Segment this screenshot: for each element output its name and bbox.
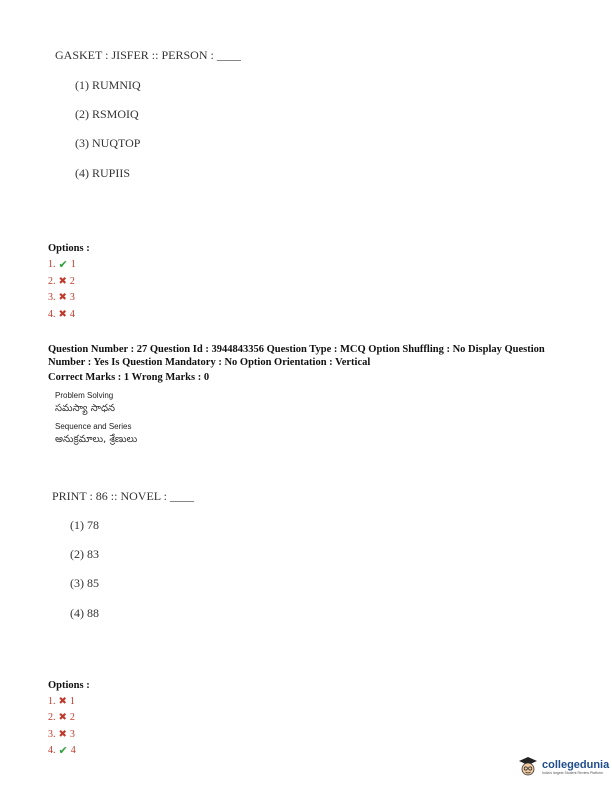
cross-icon: ✖ [58,291,67,303]
topic-label-telugu: అనుక్రమాలు, శ్రేణులు [55,434,138,445]
option-value: 2 [69,276,75,287]
cross-icon: ✖ [58,308,67,320]
question-2-choice-3: (3) 85 [70,576,99,590]
question-2-choice-2: (2) 83 [70,547,99,561]
option-value: 3 [69,729,75,740]
question-1-option-3 [48,292,75,303]
subject-label-telugu: సమస్యా సాధన [55,403,116,414]
graduate-avatar-icon [518,756,538,778]
option-value: 4 [69,309,75,320]
question-1-options-label: Options : [48,243,90,254]
option-number: 4. [48,745,56,756]
option-number: 2. [48,276,56,287]
question-2-choice-1: (1) 78 [70,518,99,532]
cross-icon: ✖ [58,695,67,707]
cross-icon: ✖ [58,711,67,723]
question-2-marks: Correct Marks : 1 Wrong Marks : 0 [48,372,210,383]
question-1-choice-4: (4) RUPIIS [75,166,131,180]
option-number: 4. [48,309,56,320]
topic-label: Sequence and Series [55,422,132,431]
option-value: 1 [70,259,76,270]
question-2-option-3 [48,729,75,740]
question-1-choice-2: (2) RSMOIQ [75,107,139,121]
question-1-stem: GASKET : JISFER :: PERSON : ____ [55,48,241,62]
cross-icon: ✖ [58,275,67,287]
question-2-option-1 [48,696,75,707]
question-1-option-1 [48,259,76,270]
option-value: 4 [70,745,76,756]
question-1-option-4 [48,309,75,320]
logo-name: collegedunia [542,759,610,771]
question-1-option-2 [48,276,75,287]
question-2-stem: PRINT : 86 :: NOVEL : ____ [52,489,195,503]
cross-icon: ✖ [58,728,67,740]
option-number: 3. [48,729,56,740]
option-value: 3 [69,292,75,303]
subject-label: Problem Solving [55,391,114,400]
option-number: 2. [48,712,56,723]
check-icon: ✔ [58,258,68,271]
option-value: 1 [69,696,75,707]
option-number: 1. [48,259,56,270]
option-number: 3. [48,292,56,303]
collegedunia-logo [518,756,609,778]
question-2-meta: Question Number : 27 Question Id : 3944843356 Question Type : MCQ Option Shuffling : No Display Question Number : Yes Is Question Mandatory : No Option Orientation : Vertical [48,344,545,368]
question-2-option-2 [48,712,75,723]
question-1-choice-1: (1) RUMNIQ [75,78,141,92]
logo-tagline: India's largest Student Review Platform [542,771,603,775]
check-icon: ✔ [58,744,68,757]
question-1-choice-3: (3) NUQTOP [75,136,141,150]
option-value: 2 [69,712,75,723]
question-2-option-4 [48,745,76,756]
option-number: 1. [48,696,56,707]
question-2-choice-4: (4) 88 [70,606,99,620]
question-2-options-label: Options : [48,680,90,691]
